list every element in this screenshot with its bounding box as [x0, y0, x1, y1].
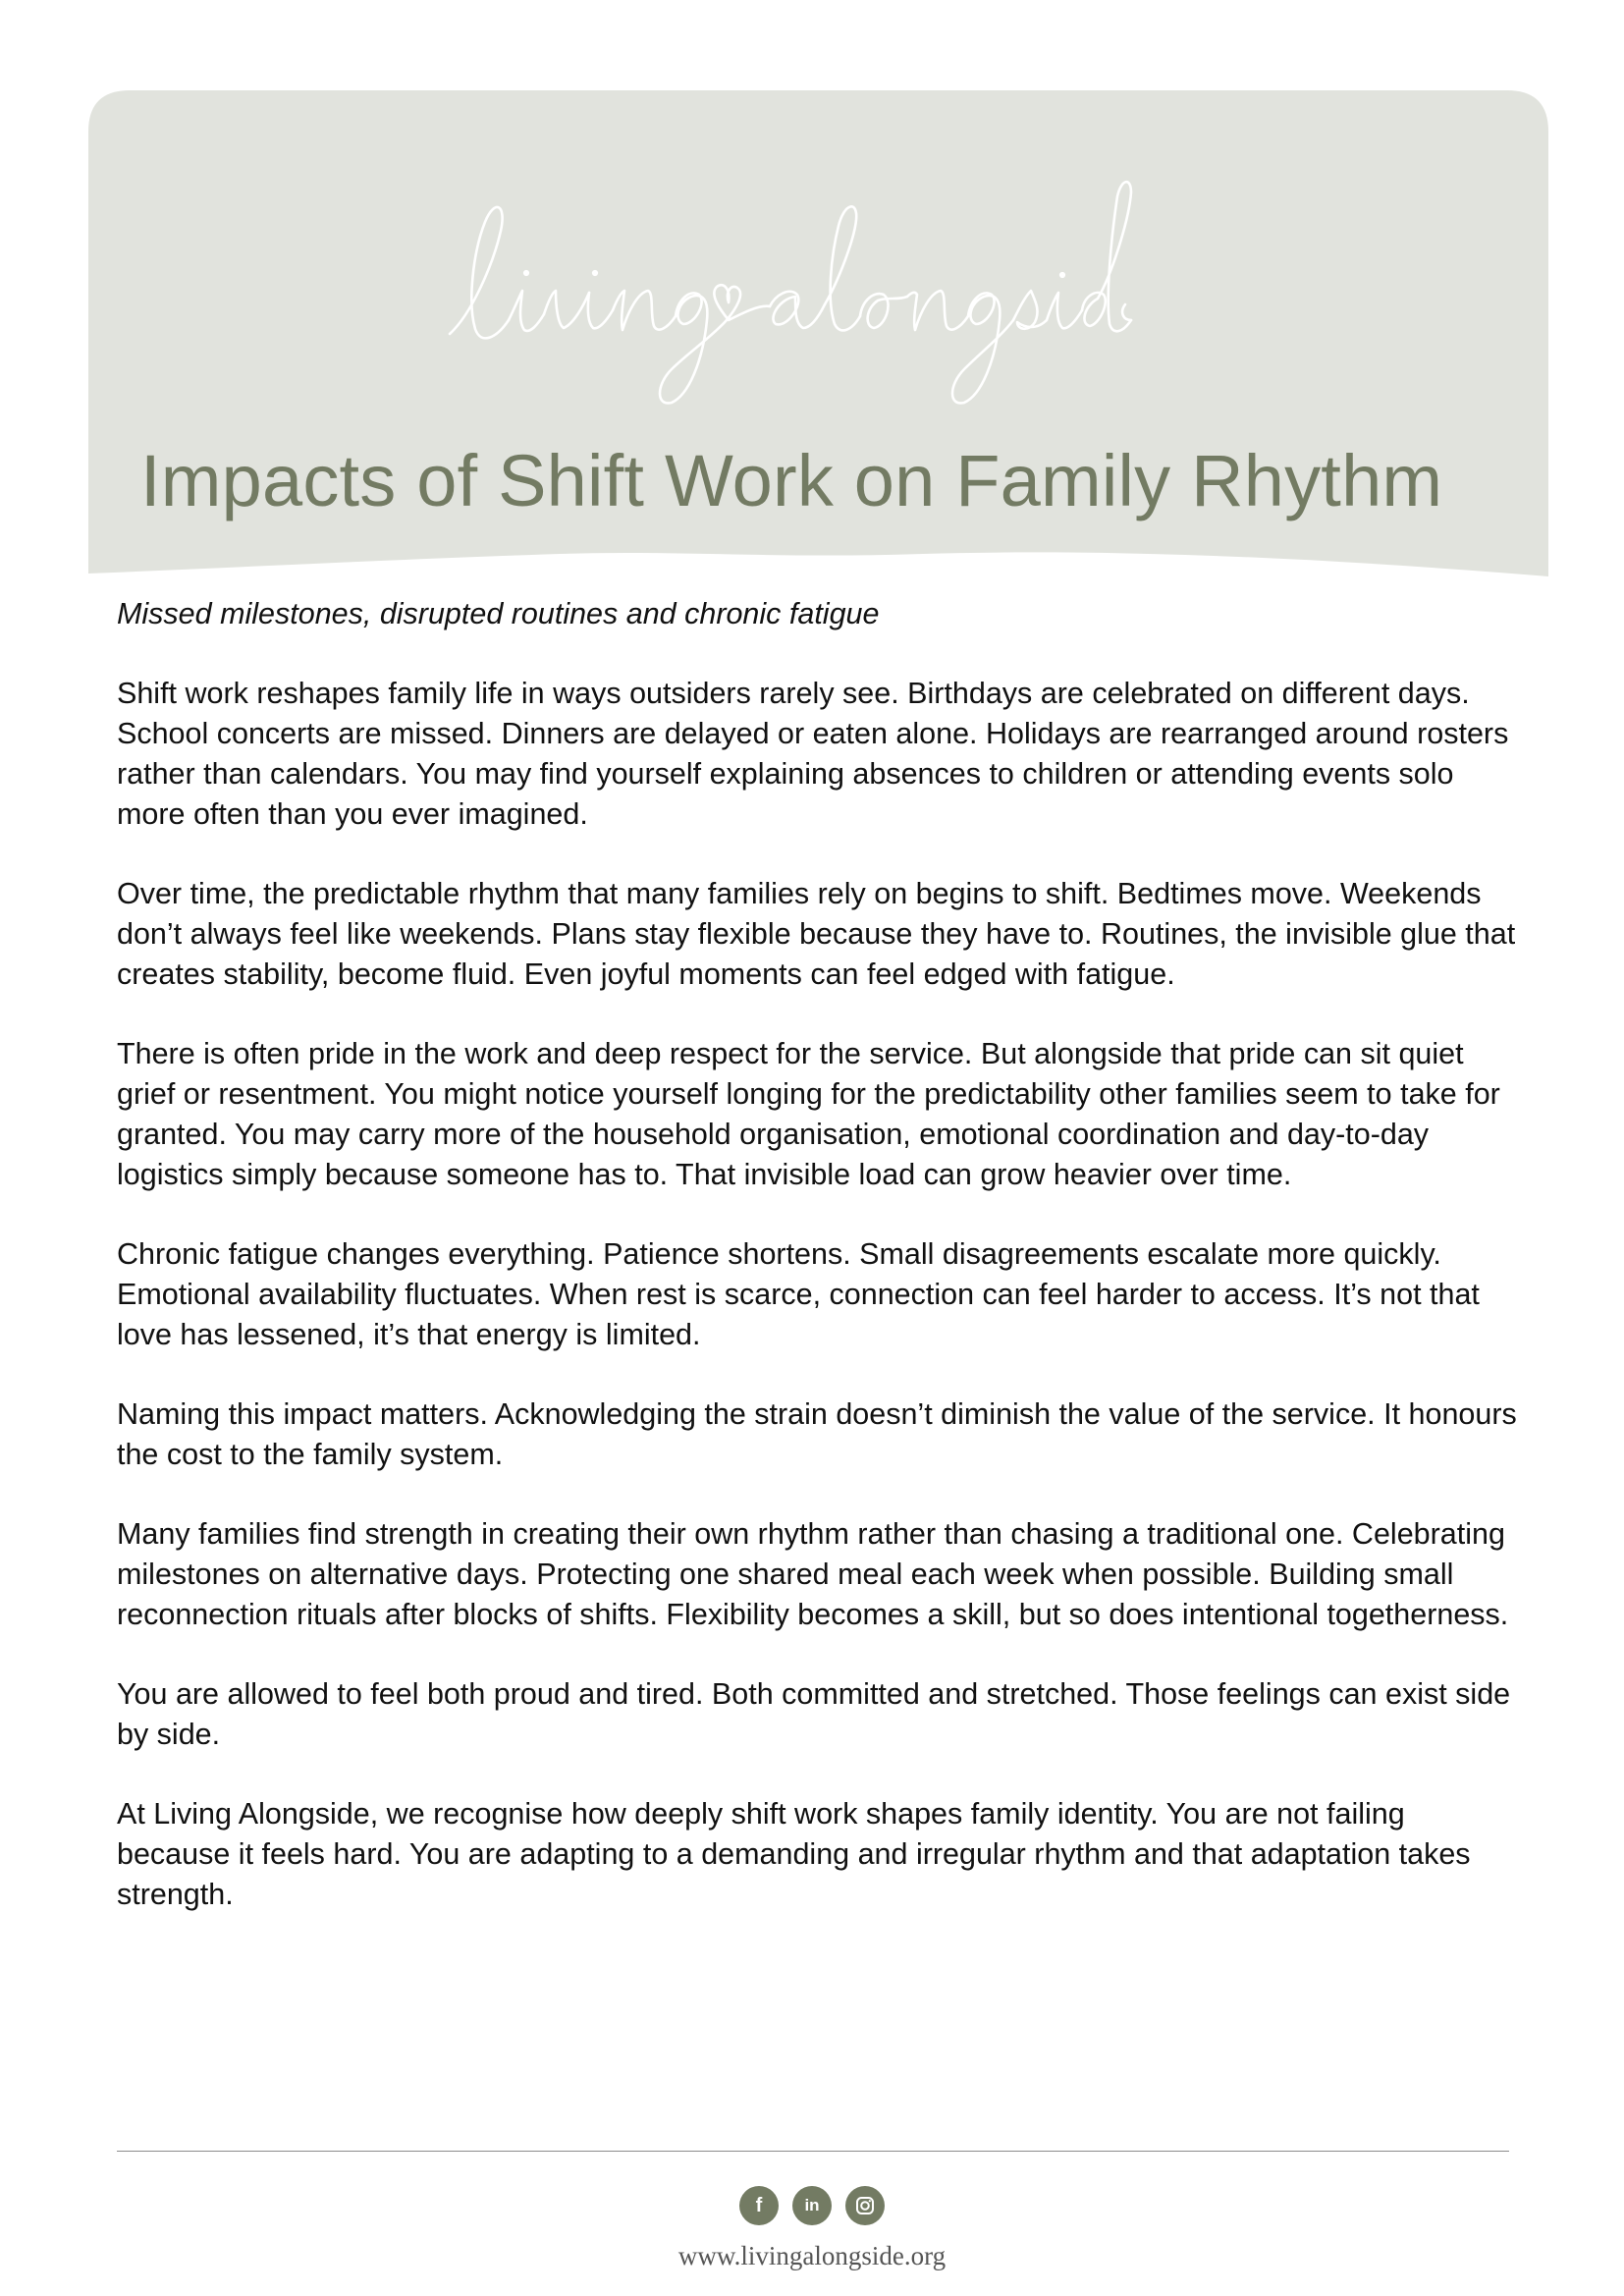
paragraph: At Living Alongside, we recognise how deeply shift work shapes family identity. You are not failing because it feels hard. You are adapting to a demanding and irregular rhythm and that adaptation takes strength.: [117, 1797, 1471, 1911]
paragraph: There is often pride in the work and deep respect for the service. But alongside that pride can sit quiet grief or resentment. You might notice yourself longing for the predictability other families seem to take for granted. You may carry more of the household organisation, emotional coordination and day-to-day logistics simply because someone has to. That invisible load can grow heavier over time.: [117, 1037, 1500, 1191]
paragraph: You are allowed to feel both proud and tired. Both committed and stretched. Those feelings can exist side by side.: [117, 1677, 1511, 1751]
page-title: Impacts of Shift Work on Family Rhythm: [140, 440, 1443, 521]
linkedin-icon[interactable]: [792, 2186, 832, 2225]
website-link[interactable]: www.livingalongside.org: [677, 2241, 947, 2270]
brand-logo: [432, 128, 1139, 422]
facebook-glyph: f: [755, 2194, 763, 2216]
paragraph: Over time, the predictable rhythm that many families rely on begins to shift. Bedtimes move. Weekends don’t always feel like weekends. Plans stay flexible because they have to. Routines, the invisible glue that creates stability, become fluid. Even joyful moments can feel edged with fatigue.: [117, 877, 1516, 991]
paragraph: Chronic fatigue changes everything. Patience shortens. Small disagreements escalate more quickly. Emotional availability fluctuates. When rest is scarce, connection can feel harder to access. It’s not that love has lessened, it’s that energy is limited.: [117, 1237, 1480, 1351]
social-links: [0, 2186, 1624, 2225]
footer-divider: [117, 2151, 1509, 2152]
facebook-icon[interactable]: [739, 2186, 779, 2225]
paragraph: Shift work reshapes family life in ways outsiders rarely see. Birthdays are celebrated on different days. School concerts are missed. Dinners are delayed or eaten alone. Holidays are rearranged around rosters rather than calendars. You may find yourself explaining absences to children or attending events solo more often than you ever imagined.: [117, 677, 1509, 831]
logo-script-icon: [432, 128, 1139, 422]
paragraph: Many families find strength in creating their own rhythm rather than chasing a traditional one. Celebrating milestones on alternative days. Protecting one shared meal each week when possible. Building small reconnection rituals after blocks of shifts. Flexibility becomes a skill, but so does intentional togetherness.: [117, 1517, 1509, 1631]
linkedin-glyph: in: [804, 2196, 820, 2214]
instagram-icon[interactable]: [845, 2186, 885, 2225]
article-subtitle: Missed milestones, disrupted routines and chronic fatigue: [117, 597, 880, 630]
article-body: [117, 594, 1521, 1954]
paragraph: Naming this impact matters. Acknowledging the strain doesn’t diminish the value of the service. It honours the cost to the family system.: [117, 1397, 1517, 1471]
instagram-glyph-icon: [853, 2194, 877, 2217]
